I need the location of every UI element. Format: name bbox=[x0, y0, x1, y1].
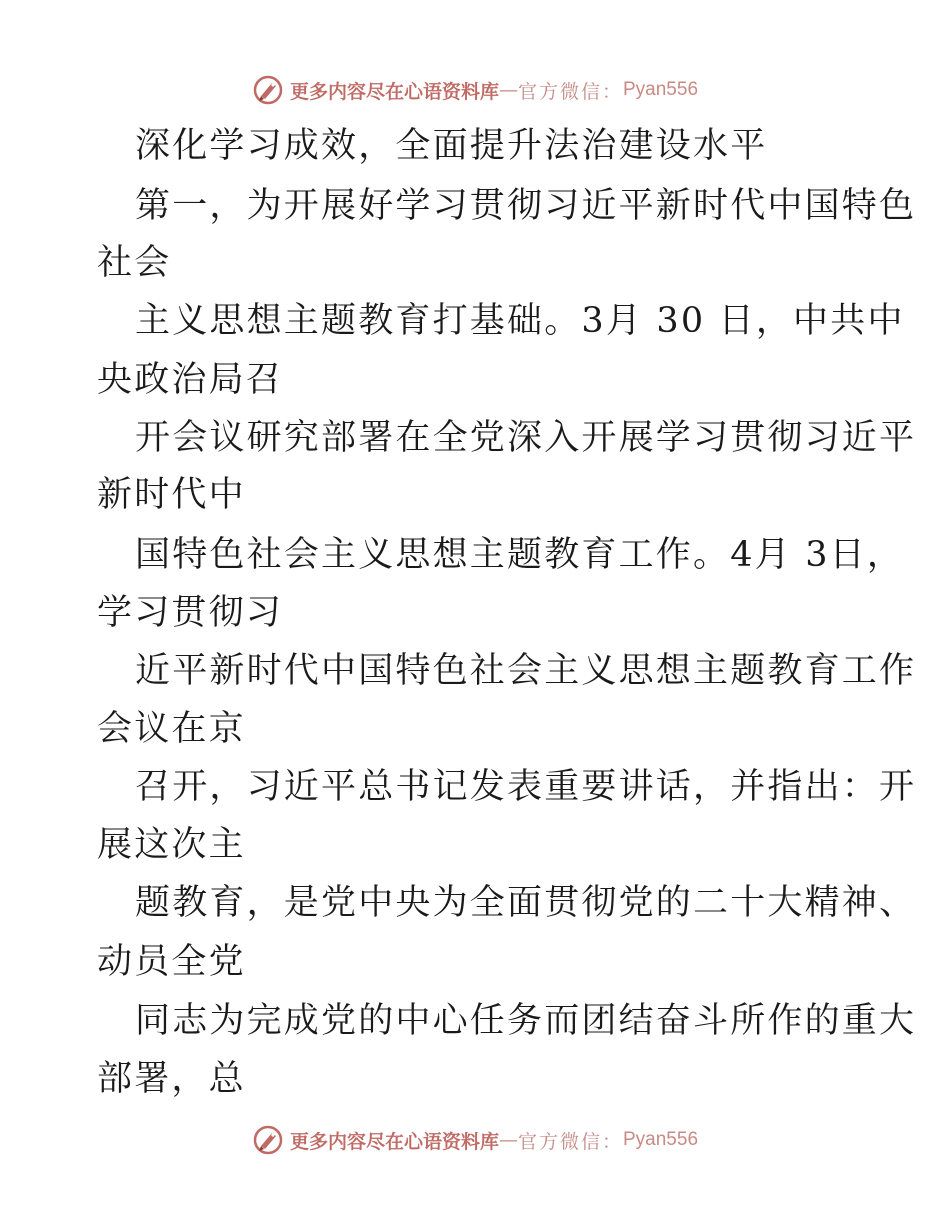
footer-watermark bbox=[0, 1120, 950, 1160]
pen-logo-icon bbox=[252, 1124, 284, 1156]
text-line: 题教育，是党中央为全面贯彻党的二十大精神、 bbox=[135, 883, 917, 923]
text-line: 社会 bbox=[97, 243, 172, 283]
watermark-site-text: 更多内容尽在心语资料库 bbox=[289, 80, 499, 103]
text-line: 主义思想主题教育打基础。3月 30 日，中共中 bbox=[135, 301, 905, 341]
text-line: 学习贯彻习 bbox=[97, 593, 284, 633]
watermark-separator: — bbox=[498, 1129, 518, 1151]
watermark-wechat-label: 官方微信： bbox=[517, 1130, 623, 1153]
text-line: 召开，习近平总书记发表重要讲话，并指出：开 bbox=[135, 767, 917, 807]
text-line: 同志为完成党的中心任务而团结奋斗所作的重大 bbox=[135, 1001, 917, 1041]
watermark-wechat-id: Pyan556 bbox=[623, 1129, 699, 1150]
text-line: 开会议研究部署在全党深入开展学习贯彻习近平 bbox=[135, 418, 917, 458]
document-title: 深化学习成效，全面提升法治建设水平 bbox=[135, 126, 768, 166]
pen-logo-icon bbox=[252, 74, 284, 106]
watermark-site-text: 更多内容尽在心语资料库 bbox=[289, 1130, 499, 1153]
text-line: 动员全党 bbox=[97, 942, 246, 982]
watermark-separator: — bbox=[498, 79, 518, 101]
text-line: 近平新时代中国特色社会主义思想主题教育工作 bbox=[135, 651, 917, 691]
text-line: 第一，为开展好学习贯彻习近平新时代中国特色 bbox=[135, 186, 917, 226]
text-line: 展这次主 bbox=[97, 825, 246, 865]
text-line: 部署，总 bbox=[97, 1059, 246, 1099]
text-line: 国特色社会主义思想主题教育工作。4月 3日， bbox=[135, 535, 905, 575]
text-line: 央政治局召 bbox=[97, 360, 284, 400]
header-watermark bbox=[0, 70, 950, 110]
text-line: 会议在京 bbox=[97, 709, 246, 749]
watermark-wechat-id: Pyan556 bbox=[623, 79, 699, 100]
text-line: 新时代中 bbox=[97, 475, 246, 515]
watermark-wechat-label: 官方微信： bbox=[517, 80, 623, 103]
